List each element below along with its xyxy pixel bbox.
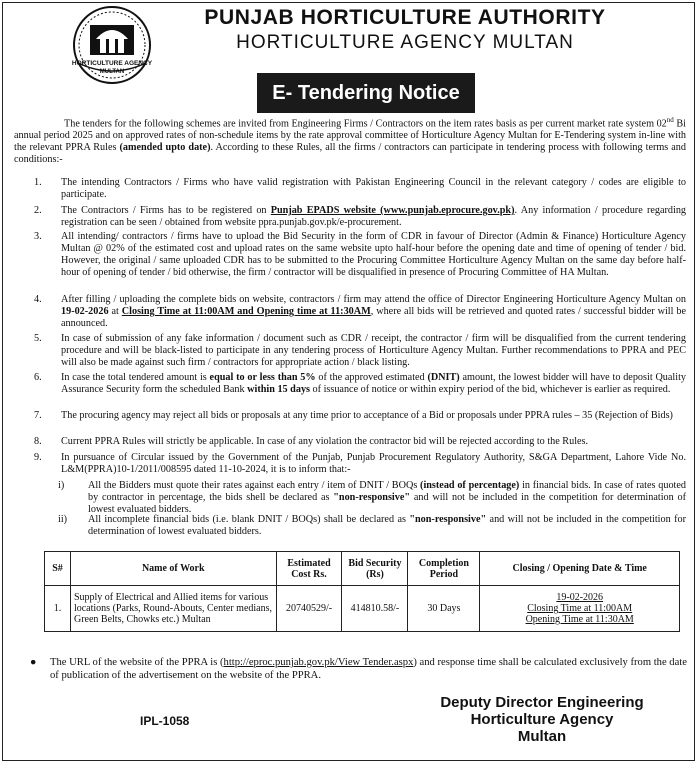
- condition-9: 9. In pursuance of Circular issued by the Government of the Punjab, Punjab Procurement Regulatory Authority, S&GA Department, Lahore Vide No. L&M(PPRA)10-1/2011/008595 dated 11-10-2024, it is to inform that:-: [34, 452, 686, 475]
- cell-sn: 1.: [45, 586, 71, 632]
- header-sn: S#: [45, 552, 71, 586]
- sub-item-ii: ii) All incomplete financial bids (i.e. blank DNIT / BOQs) shall be declared as "non-responsive" and will not be included in the competition for determination of lowest evaluated bidders.: [58, 514, 686, 537]
- signature-block: [392, 694, 692, 745]
- header-bid-security: Bid Security (Rs): [342, 552, 408, 586]
- condition-6: 6. In case the total tendered amount is equal to or less than 5% of the approved estimated (DNIT) amount, the lowest bidder will have to deposit Quality Assurance Security form the scheduled Bank within 15 days of issuance of notice or within expiry period of the bid, whichever is earlier as required.: [34, 372, 686, 395]
- condition-2: 2. The Contractors / Firms has to be registered on Punjab EPADS website (www.punjab.eprocure.gov.pk). Any information / procedure regarding registration can be seen / obtained from website ppra.punjab.gov.pk/e-procurement.: [34, 205, 687, 228]
- closing-date: 19-02-2026: [556, 592, 604, 603]
- header-completion-period: Completion Period: [408, 552, 480, 586]
- agency-title: HORTICULTURE AGENCY MULTAN: [236, 32, 574, 53]
- authority-title: PUNJAB HORTICULTURE AUTHORITY: [204, 6, 606, 29]
- condition-5: 5. In case of submission of any fake information / document such as CDR / receipt, the contractor / firm will be disqualified from the current tendering procedure and will be black-listed to participate in any tendering process of Horticulture Agency Multan. Further recommendations to PPRA and PEC will also be made against such firm / contractors for appropriate action / black listing.: [34, 333, 686, 368]
- cell-security: 414810.58/-: [342, 586, 408, 632]
- cell-period: 30 Days: [408, 586, 480, 632]
- table-row: [45, 586, 680, 632]
- condition-8: 8. Current PPRA Rules will strictly be applicable. In case of any violation the contractor bid will be rejected according to the Rules.: [34, 436, 589, 447]
- header-closing-opening: Closing / Opening Date & Time: [480, 552, 680, 586]
- condition-4: 4. After filling / uploading the complete bids on website, contractors / firm may attend the office of Director Engineering Horticulture Agency Multan on 19-02-2026 at Closing Time at 11:00AM and Opening time at 11:30AM, where all bids will be retrieved and quoted rates / successful bidder will be announced.: [34, 294, 687, 329]
- closing-time: Closing Time at 11:00AM: [527, 603, 633, 614]
- cell-cost: 20740529/-: [276, 586, 342, 632]
- condition-1: 1. The intending Contractors / Firms who have valid registration with Pakistan Engineering Council in the relevant category / codes are eligible to participate.: [34, 177, 686, 200]
- logo-text: HORTICULTURE AGENCY: [71, 60, 153, 67]
- table-header-row: [45, 552, 680, 586]
- opening-time: Opening Time at 11:30AM: [525, 614, 634, 625]
- sig-city: Multan: [517, 728, 567, 745]
- cell-date-time: [480, 586, 680, 632]
- ppra-url-note: ● The URL of the website of the PPRA is (http://eproc.punjab.gov.pk/View Tender.aspx) and response time shall be calculated exclusively from the date of publication of the advertisement on the website of the PPRA.: [30, 657, 687, 681]
- horticulture-agency-logo: [60, 5, 164, 87]
- sub-item-i: i) All the Bidders must quote their rates against each entry / item of DNIT / BOQs (instead of percentage) in financial bids. In case of rates quoted by contractor in percentage, the bids shell be declared as "non-responsive" and will not be included in the competition for determination of lowest evaluated bidders.: [58, 480, 686, 515]
- ppra-url-link[interactable]: http://eproc.punjab.gov.pk/View Tender.aspx: [223, 657, 414, 668]
- logo-city: MULTAN: [99, 69, 125, 75]
- cell-work: Supply of Electrical and Allied items for various locations (Parks, Round-Abouts, Center medians, Green Belts, Chowks etc.) Multan: [70, 586, 276, 632]
- sig-designation: Deputy Director Engineering: [440, 694, 644, 711]
- epads-link[interactable]: Punjab EPADS website (www.punjab.eprocure.gov.pk): [270, 205, 515, 216]
- header-estimated-cost: Estimated Cost Rs.: [276, 552, 342, 586]
- ipl-reference: IPL-1058: [140, 714, 190, 728]
- condition-3: 3. All intending/ contractors / firms have to upload the Bid Security in the form of CDR in favour of Director (Admin & Finance) Horticulture Agency Multan @ 02% of the estimated cost and upload rates on the same website upto half-hour before the opening date and time of opening of tender / bid. However, the original / same uploaded CDR has to be submitted to the Procuring Committee Horticulture Agency Multan on the same day before half-hour of opening of tender / bid otherwise, the firm / contractor will be disqualified in presence of Procuring Committee of HA Multan.: [34, 231, 686, 278]
- intro-paragraph: The tenders for the following schemes are invited from Engineering Firms / Contractors on the item rates basis as per current market rate system 02nd Bi annual period 2025 and on approved rates of non-schedule items by the rate approval committee of Horticulture Agency Multan for E-Tendering system in-line with the relevant PPRA Rules (amended upto date). According to these Rules, all the firms / contractors can participate in tendering process with following terms and conditions:-: [14, 116, 686, 166]
- bullet-icon: ●: [30, 657, 37, 668]
- header-name-of-work: Name of Work: [70, 552, 276, 586]
- tender-table: [44, 551, 680, 632]
- notice-title: E- Tendering Notice: [257, 73, 475, 113]
- condition-7: 7. The procuring agency may reject all bids or proposals at any time prior to acceptance of a Bid or proposals under PPRA rules – 35 (Rejection of Bids): [34, 410, 673, 421]
- sig-agency: Horticulture Agency: [470, 711, 614, 728]
